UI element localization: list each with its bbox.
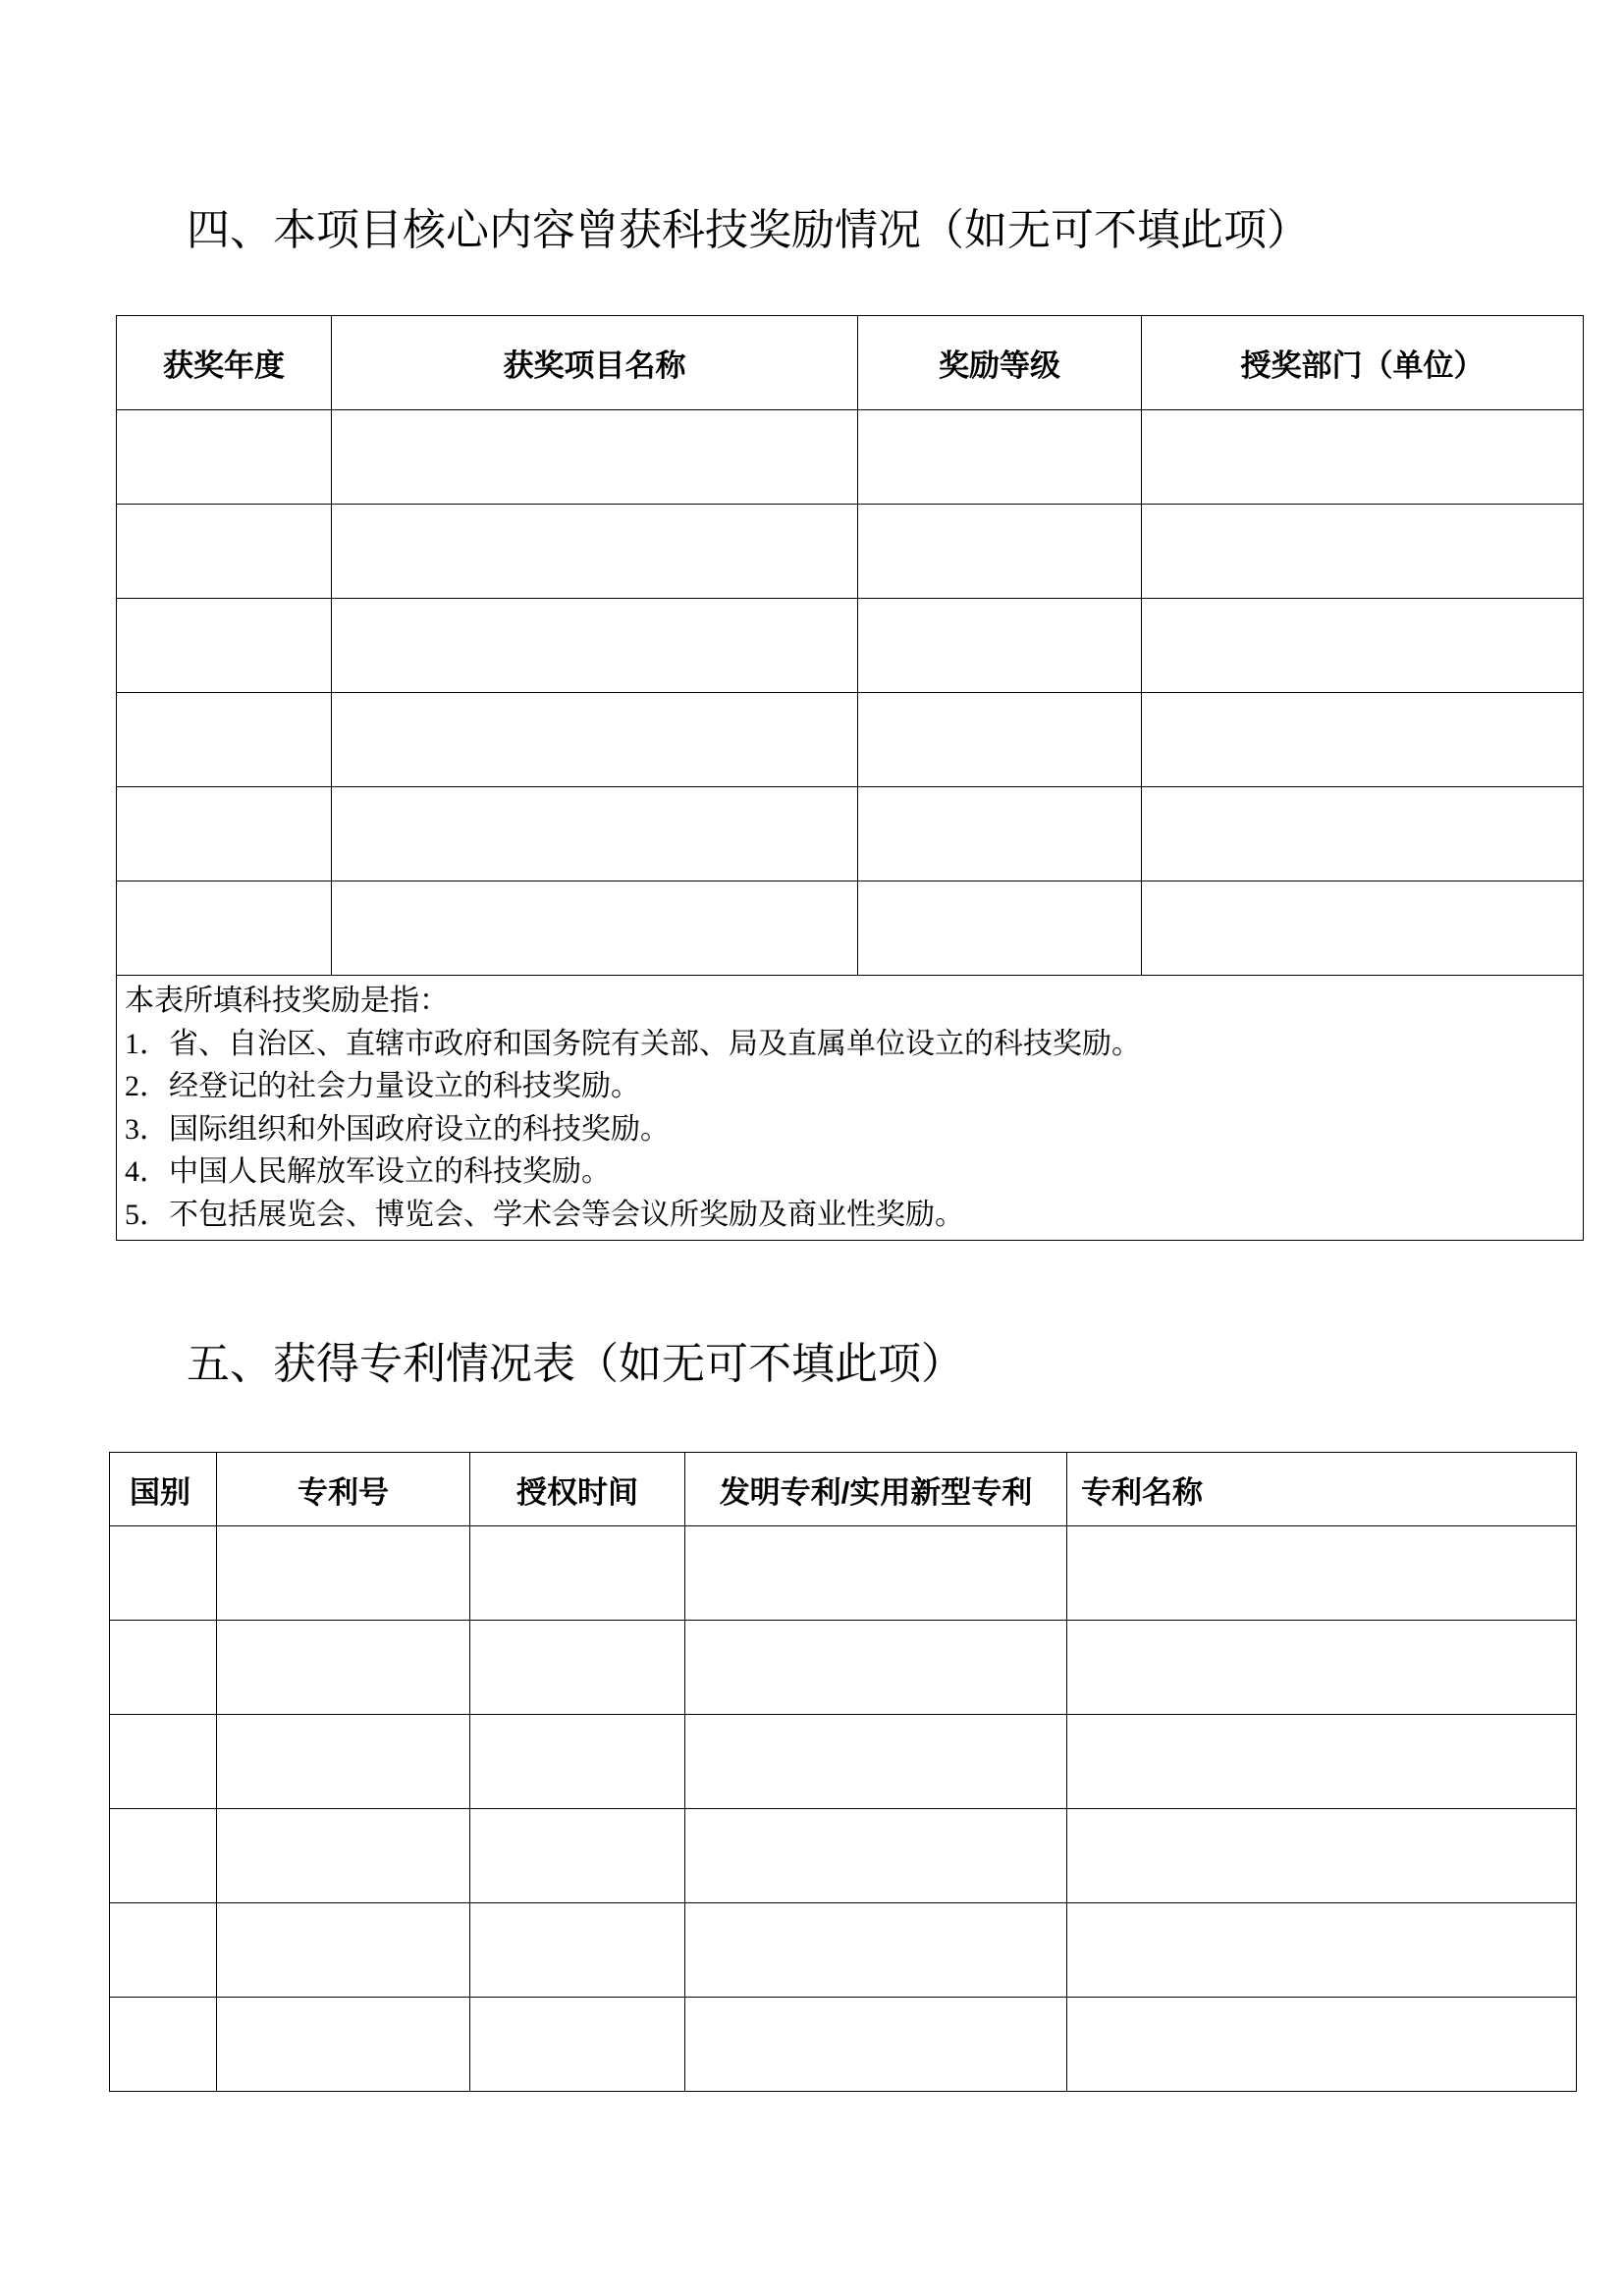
header-patent-name: 专利名称 xyxy=(1067,1453,1577,1526)
awards-notes xyxy=(117,976,1584,1241)
awards-row xyxy=(117,881,1584,976)
awards-cell[interactable] xyxy=(1142,599,1584,693)
patents-cell[interactable] xyxy=(1067,1526,1577,1621)
patents-cell[interactable] xyxy=(470,1998,685,2092)
patents-cell[interactable] xyxy=(217,1809,470,1903)
patents-row xyxy=(110,1998,1577,2092)
note-line: 1．省、自治区、直辖市政府和国务院有关部、局及直属单位设立的科技奖励。 xyxy=(125,1027,1141,1060)
patents-cell[interactable] xyxy=(470,1526,685,1621)
patents-cell[interactable] xyxy=(110,1526,217,1621)
patents-cell[interactable] xyxy=(217,1621,470,1715)
header-country: 国别 xyxy=(110,1453,217,1526)
patents-cell[interactable] xyxy=(1067,1903,1577,1998)
patents-cell[interactable] xyxy=(470,1715,685,1809)
patents-header-row xyxy=(110,1453,1577,1526)
patents-row xyxy=(110,1715,1577,1809)
patents-cell[interactable] xyxy=(1067,1998,1577,2092)
awards-cell[interactable] xyxy=(858,505,1142,599)
note-line: 2．经登记的社会力量设立的科技奖励。 xyxy=(125,1070,640,1102)
awards-cell[interactable] xyxy=(332,599,858,693)
patents-cell[interactable] xyxy=(217,1526,470,1621)
patents-row xyxy=(110,1621,1577,1715)
awards-cell[interactable] xyxy=(1142,693,1584,787)
awards-row xyxy=(117,410,1584,505)
patents-row xyxy=(110,1903,1577,1998)
note-line: 3．国际组织和外国政府设立的科技奖励。 xyxy=(125,1112,670,1146)
patents-cell[interactable] xyxy=(685,1621,1067,1715)
awards-cell[interactable] xyxy=(332,693,858,787)
patents-cell[interactable] xyxy=(685,1998,1067,2092)
awards-row xyxy=(117,787,1584,881)
section5-title: 五、获得专利情况表（如无可不填此项） xyxy=(187,1340,964,1388)
awards-cell[interactable] xyxy=(858,410,1142,505)
patents-cell[interactable] xyxy=(217,1903,470,1998)
awards-table xyxy=(116,315,1584,1241)
awards-cell[interactable] xyxy=(858,787,1142,881)
patents-table xyxy=(109,1452,1577,2092)
note-line: 4．中国人民解放军设立的科技奖励。 xyxy=(125,1155,611,1188)
awards-cell[interactable] xyxy=(332,505,858,599)
section4-title: 四、本项目核心内容曾获科技奖励情况（如无可不填此项） xyxy=(187,206,1310,254)
patents-cell[interactable] xyxy=(110,1998,217,2092)
awards-cell[interactable] xyxy=(332,787,858,881)
patents-cell[interactable] xyxy=(217,1715,470,1809)
awards-cell[interactable] xyxy=(858,693,1142,787)
patents-cell[interactable] xyxy=(470,1621,685,1715)
awards-row xyxy=(117,599,1584,693)
patents-cell[interactable] xyxy=(217,1998,470,2092)
patents-cell[interactable] xyxy=(1067,1809,1577,1903)
patents-cell[interactable] xyxy=(685,1809,1067,1903)
header-award-level: 奖励等级 xyxy=(858,316,1142,410)
header-award-project-name: 获奖项目名称 xyxy=(332,316,858,410)
patents-cell[interactable] xyxy=(685,1715,1067,1809)
awards-cell[interactable] xyxy=(858,881,1142,976)
awards-header-row xyxy=(117,316,1584,410)
note-line: 5．不包括展览会、博览会、学术会等会议所奖励及商业性奖励。 xyxy=(125,1198,964,1231)
awards-row xyxy=(117,693,1584,787)
header-patent-number: 专利号 xyxy=(217,1453,470,1526)
awards-cell[interactable] xyxy=(117,505,332,599)
awards-cell[interactable] xyxy=(1142,505,1584,599)
patents-cell[interactable] xyxy=(685,1526,1067,1621)
patents-cell[interactable] xyxy=(110,1621,217,1715)
awards-row xyxy=(117,505,1584,599)
awards-cell[interactable] xyxy=(117,599,332,693)
patents-cell[interactable] xyxy=(470,1809,685,1903)
awards-cell[interactable] xyxy=(117,410,332,505)
awards-cell[interactable] xyxy=(1142,881,1584,976)
awards-cell[interactable] xyxy=(858,599,1142,693)
patents-row xyxy=(110,1526,1577,1621)
awards-cell[interactable] xyxy=(1142,410,1584,505)
note-line: 本表所填科技奖励是指： xyxy=(125,985,449,1017)
patents-cell[interactable] xyxy=(110,1903,217,1998)
header-award-department: 授奖部门（单位） xyxy=(1142,316,1584,410)
awards-cell[interactable] xyxy=(117,881,332,976)
awards-cell[interactable] xyxy=(332,410,858,505)
patents-cell[interactable] xyxy=(1067,1715,1577,1809)
header-grant-date: 授权时间 xyxy=(470,1453,685,1526)
awards-cell[interactable] xyxy=(117,787,332,881)
awards-cell[interactable] xyxy=(117,693,332,787)
awards-cell[interactable] xyxy=(1142,787,1584,881)
patents-cell[interactable] xyxy=(1067,1621,1577,1715)
header-patent-type: 发明专利/实用新型专利 xyxy=(685,1453,1067,1526)
patents-row xyxy=(110,1809,1577,1903)
header-award-year: 获奖年度 xyxy=(117,316,332,410)
patents-cell[interactable] xyxy=(470,1903,685,1998)
awards-cell[interactable] xyxy=(332,881,858,976)
patents-cell[interactable] xyxy=(110,1715,217,1809)
patents-cell[interactable] xyxy=(110,1809,217,1903)
patents-cell[interactable] xyxy=(685,1903,1067,1998)
